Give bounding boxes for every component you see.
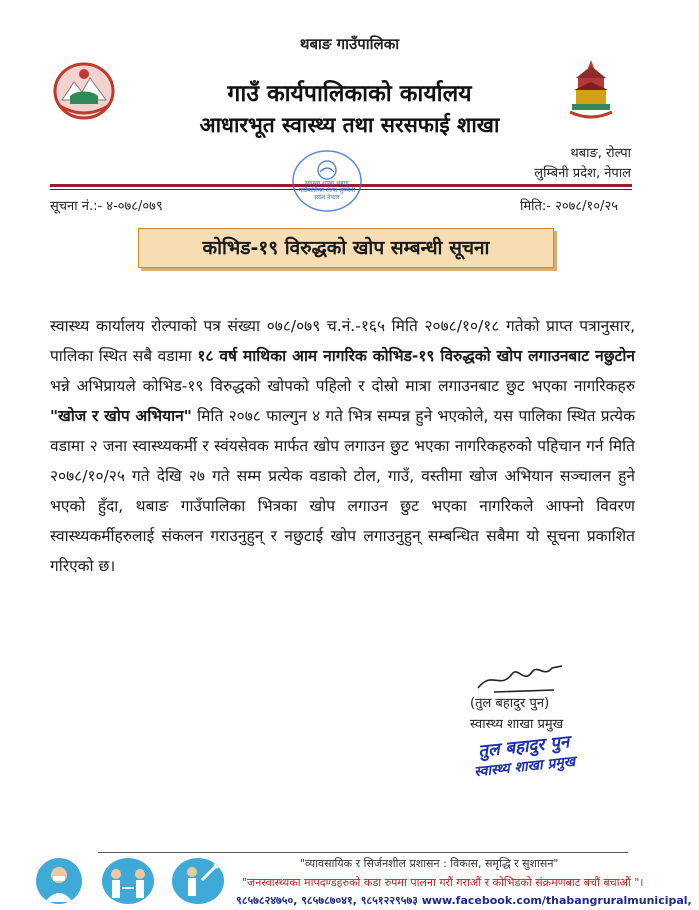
- body-bold-2: "खोज र खोप अभियान": [50, 407, 192, 425]
- notice-date: मिति:- २०७८/१०/२५: [520, 199, 618, 214]
- footer-warning: "जनस्वास्थ्यका मापदण्डहरुको कडा रुपमा पालना गरौं गराऔं र कोभिडको संक्रमणबाट बचौं बचाऔं "।: [242, 876, 644, 889]
- notice-number: सूचना नं.:- ४-०७८/०७९: [50, 199, 163, 214]
- body-bold-1: १८ वर्ष माथिका आम नागरिक कोभिड-१९ विरुद्धको खोप लगाउनबाट नछुटोन: [197, 347, 635, 365]
- footer-motto: "व्यावसायिक र सिर्जनशील प्रशासन : विकास, समृद्धि र सुशासन": [300, 857, 559, 870]
- notice-title: कोभिड-१९ विरुद्धको खोप सम्बन्धी सूचना: [138, 228, 554, 268]
- office-stamp-text: स्वास्थ्य शाखा थबाङ गाउँपालिका रोल्पा लुम्बिनी प्रदेश नेपाल: [298, 180, 356, 201]
- signature-scribble-icon: [474, 660, 574, 696]
- vaccine-icon: [172, 858, 224, 904]
- municipality-name: थबाङ गाउँपालिका: [299, 35, 400, 53]
- office-stamp: [290, 148, 364, 214]
- distancing-icon: [102, 858, 154, 904]
- body-part-2: भन्ने अभिप्रायले कोभिड-१९ विरुद्धको खोपको पहिलो र दोस्रो मात्रा लगाउनबाट छुट भएका नागरिकहरु: [50, 377, 635, 395]
- signatory-role: स्वास्थ्य शाखा प्रमुख: [470, 717, 564, 732]
- signatory-stamp-name: तुल बहादुर पुन: [477, 732, 571, 762]
- address-line-2: लुम्बिनी प्रदेश, नेपाल: [534, 166, 631, 181]
- section-name: आधारभूत स्वास्थ्य तथा सरसफाई शाखा: [199, 113, 500, 137]
- footer-divider: [98, 852, 628, 853]
- signatory-name: (तुल बहादुर पुन): [470, 696, 550, 711]
- notice-body: [50, 311, 635, 581]
- address-line-1: थबाङ, रोल्पा: [570, 146, 631, 161]
- footer-contact: ९८५७८२४७५०, ९८५७८७०४१, ९८५१२२९५७३ www.facebook.com/thabangruralmunicipal,: [236, 894, 692, 907]
- mask-person-icon: [36, 858, 82, 904]
- body-part-1: स्वास्थ्य कार्यालय रोल्पाको पत्र संख्या ०७८/०७९ च.नं.-१६५ मिति २०७८/१०/१८ गतेको प्राप्त पत्रानुसार, पालिका स्थित सबै वडामा: [50, 317, 635, 365]
- signatory-stamp-role: स्वास्थ्य शाखा प्रमुख: [473, 753, 576, 781]
- office-name: गाउँ कार्यपालिकाको कार्यालय: [227, 81, 472, 107]
- body-part-3: मिति २०७८ फाल्गुन ४ गते भित्र सम्पन्न हुने भएकोले, यस पालिका स्थित प्रत्येक वडामा २ जना स्वास्थ्यकर्मी र स्वंयसेवक मार्फत खोप लगाउन छुट भएका नागरिकहरुको पहिचान गर्न मिति २०७८/१०/२५ गते देखि २७ गते सम्म प्रत्येक वडाको टोल, गाउँ, वस्तीमा खोज अभियान सञ्चालन हुने भएको हुँदा, थबाङ गाउँपालिका भित्रका खोप लगाउन छुट भएका नागरिकले आफ्नो विवरण स्वास्थ्यकर्मीहरुलाई संकलन गराउनुहुन् र नछुटाई खोप लगाउनुहुन् सम्बन्धित सबैमा यो सूचना प्रकाशित गरिएको छ।: [50, 407, 635, 575]
